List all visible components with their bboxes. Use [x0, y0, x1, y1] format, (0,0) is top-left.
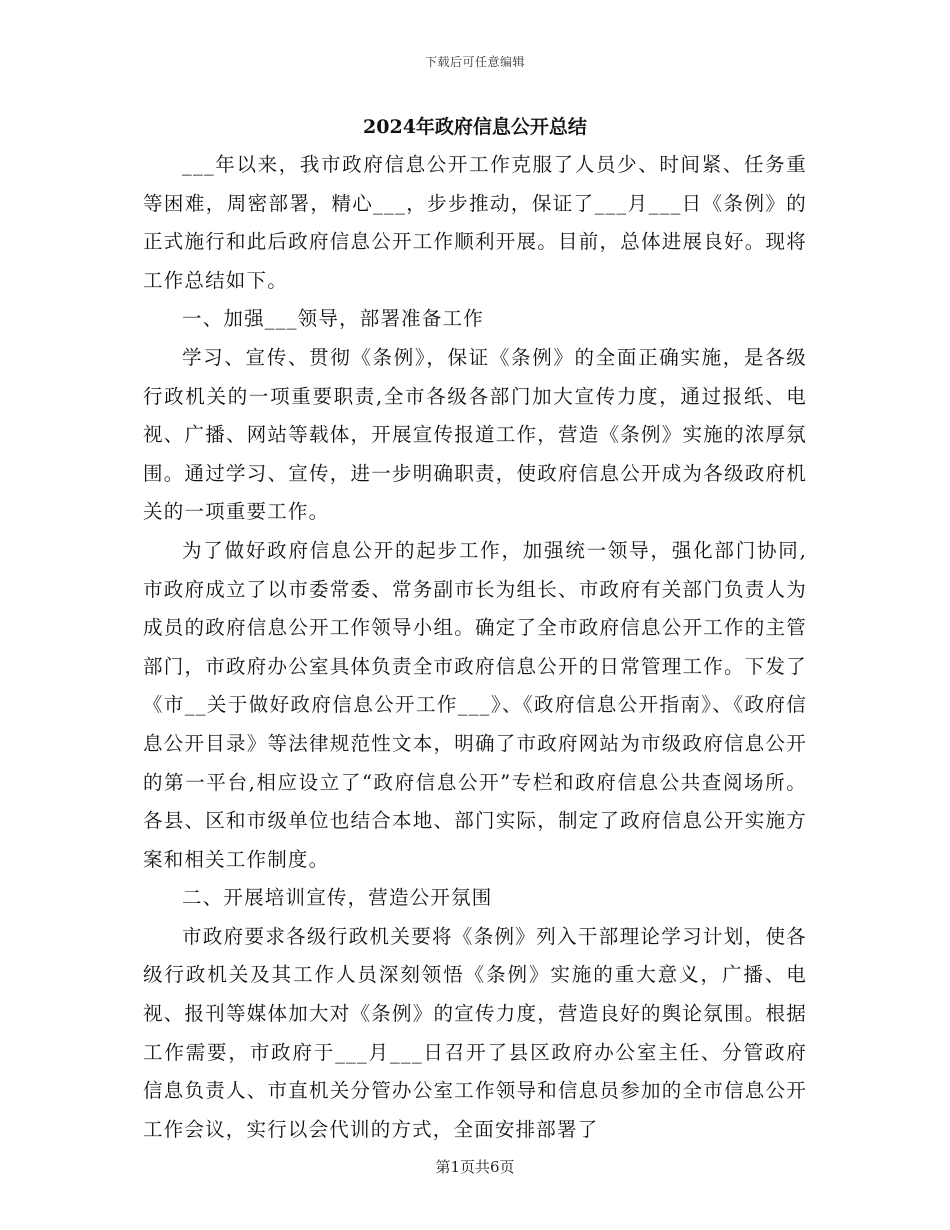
document-body [143, 146, 807, 1149]
page-header-note: 下载后可任意编辑 [424, 55, 525, 69]
page-number: 第1页共6页 [435, 1158, 515, 1176]
paragraph: 为了做好政府信息公开的起步工作，加强统一领导，强化部门协同,市政府成立了以市委常委、常务副市长为组长、市政府有关部门负责人为成员的政府信息公开工作领导小组。确定了全市政府信息公开工作的主管部门，市政府办公室具体负责全市政府信息公开的日常管理工作。下发了《市__关于做好政府信息公开工作___》、《政府信息公开指南》、《政府信息公开目录》等法律规范性文本，明确了市政府网站为市级政府信息公开的第一平台,相应设立了“政府信息公开”专栏和政府信息公共查阅场所。各县、区和市级单位也结合本地、部门实际，制定了政府信息公开实施方案和相关工作制度。 [143, 538, 807, 871]
paragraph: 学习、宣传、贯彻《条例》，保证《条例》的全面正确实施，是各级行政机关的一项重要职责,全市各级各部门加大宣传力度，通过报纸、电视、广播、网站等载体，开展宣传报道工作，营造《条例》实施的浓厚氛围。通过学习、宣传，进一步明确职责，使政府信息公开成为各级政府机关的一项重要工作。 [143, 345, 807, 524]
section-heading-1: 一、加强___领导，部署准备工作 [182, 307, 484, 331]
paragraph: 市政府要求各级行政机关要将《条例》列入干部理论学习计划，使各级行政机关及其工作人员深刻领悟《条例》实施的重大意义，广播、电视、报刊等媒体加大对《条例》的宣传力度，营造良好的舆论氛围。根据工作需要，市政府于___月___日召开了县区政府办公室主任、分管政府信息负责人、市直机关分管办公室工作领导和信息员参加的全市信息公开工作会议，实行以会代训的方式，全面安排部署了 [143, 924, 807, 1141]
section-heading-2: 二、开展培训宣传，营造公开氛围 [182, 886, 493, 910]
paragraph-intro: ___年以来，我市政府信息公开工作克服了人员少、时间紧、任务重等困难，周密部署，精心___，步步推动，保证了___月___日《条例》的正式施行和此后政府信息公开工作顺利开展。目前，总体进展良好。现将工作总结如下。 [143, 153, 807, 292]
document-title: 2024年政府信息公开总结 [363, 116, 587, 138]
